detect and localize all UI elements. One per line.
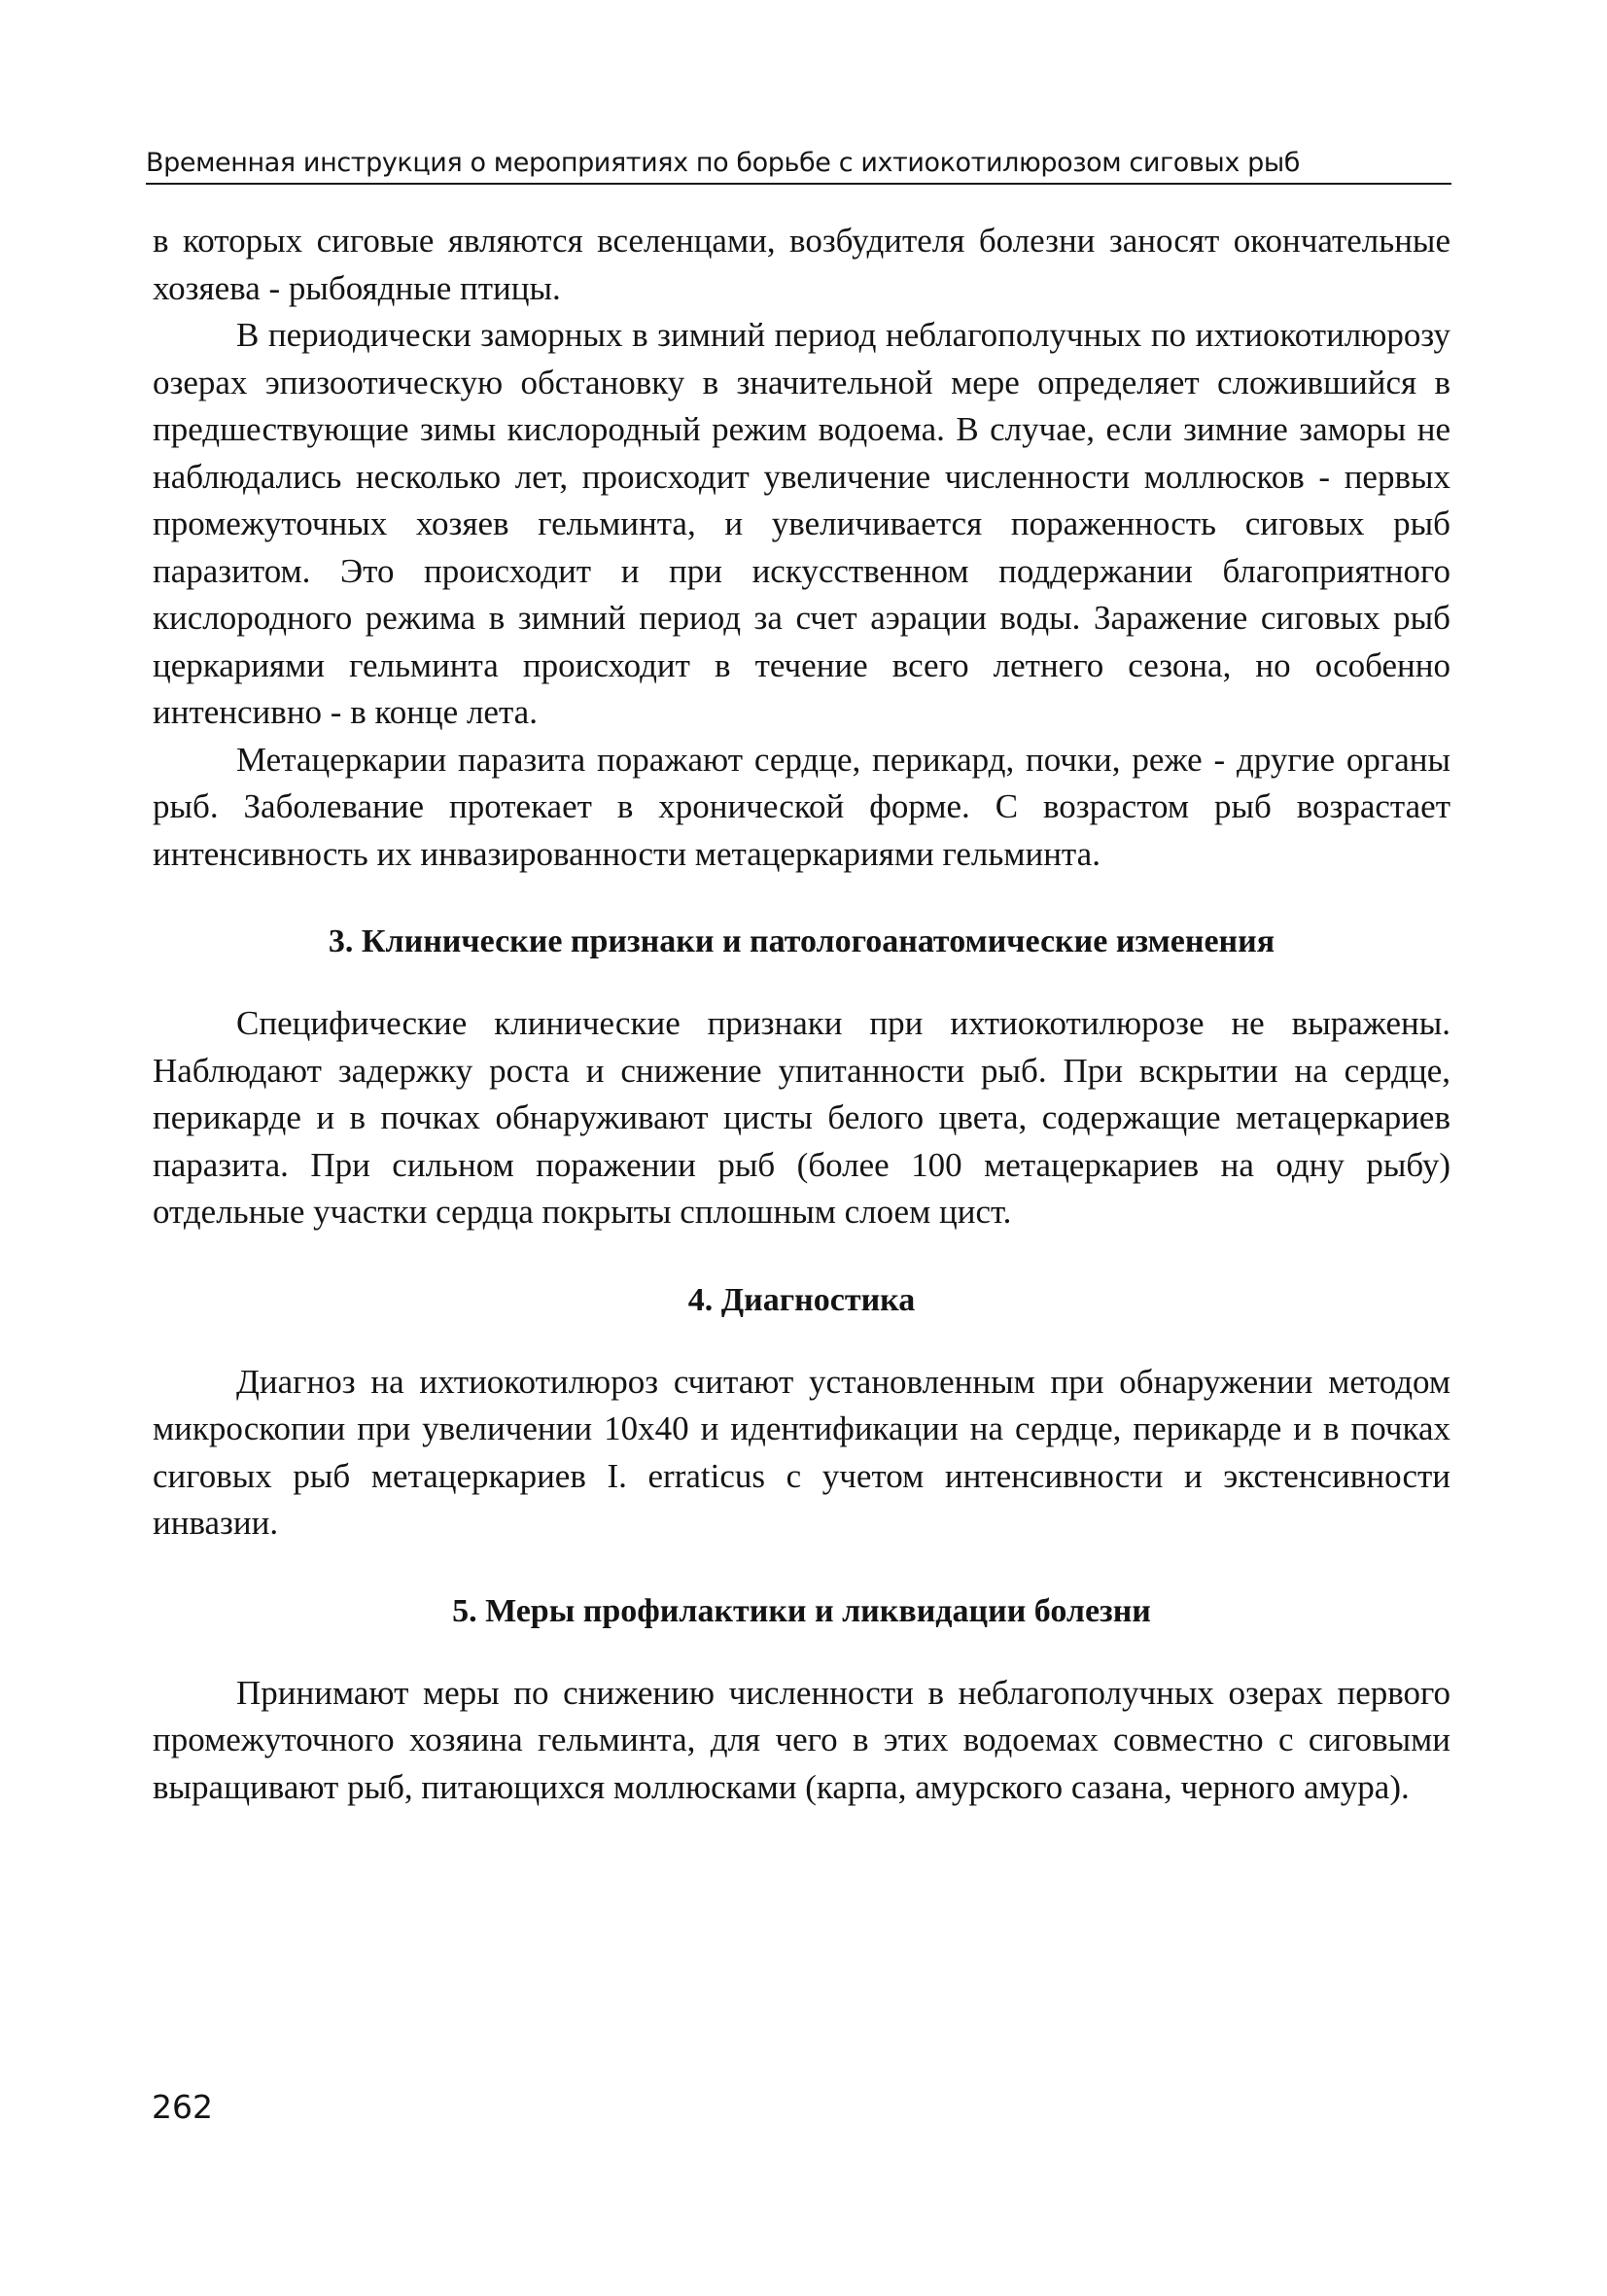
page-number: 262 <box>152 2088 213 2126</box>
paragraph-epizootic-situation: В периодически заморных в зимний период неблагополучных по ихтиокотилюрозу озерах эпизоотическую обстановку в значительной мере определяет сложившийся в предшествующие зимы кислородный режим водоема. В случае, если зимние заморы не наблюдались несколько лет, происходит увеличение численности моллюсков - первых промежуточных хозяев гельминта, и увеличивается пораженность сиговых рыб паразитом. Это происходит и при искусственном поддержании благоприятного кислородного режима в зимний период за счет аэрации воды. Заражение сиговых рыб церкариями гельминта происходит в течение всего летнего сезона, но особенно интенсивно - в конце лета. <box>153 316 1450 731</box>
paragraph-diagnostics: Диагноз на ихтиокотилюроз считают установленным при обнаружении методом микроскопии при увеличении 10х40 и идентификации на сердце, перикарде и в почках сиговых рыб метацеркариев I. erraticus с учетом интенсивности и экстенсивности инвазии. <box>153 1362 1450 1542</box>
section-heading-clinical-signs: 3. Клинические признаки и патологоанатомические изменения <box>328 923 1275 959</box>
section-heading-diagnostics: 4. Диагностика <box>687 1281 916 1318</box>
paragraph-continuation: в которых сиговые являются вселенцами, возбудителя болезни заносят окончательные хозяева - рыбоядные птицы. <box>153 222 1450 307</box>
body-text <box>153 218 1450 1811</box>
paragraph-clinical-signs: Специфические клинические признаки при ихтиокотилюрозе не выражены. Наблюдают задержку роста и снижение упитанности рыб. При вскрытии на сердце, перикарде и в почках обнаруживают цисты белого цвета, содержащие метацеркариев паразита. При сильном поражении рыб (более 100 метацеркариев на одну рыбу) отдельные участки сердца покрыты сплошным слоем цист. <box>153 1004 1450 1231</box>
section-heading-prevention: 5. Меры профилактики и ликвидации болезни <box>452 1592 1151 1629</box>
paragraph-metacercariae: Метацеркарии паразита поражают сердце, перикард, почки, реже - другие органы рыб. Заболевание протекает в хронической форме. С возрастом рыб возрастает интенсивность их инвазированности метацеркариями гельминта. <box>153 740 1450 873</box>
running-header: Временная инструкция о мероприятиях по борьбе с ихтиокотилюрозом сиговых рыб <box>146 146 1451 185</box>
paragraph-prevention: Принимают меры по снижению численности в неблагополучных озерах первого промежуточного хозяина гельминта, для чего в этих водоемах совместно с сиговыми выращивают рыб, питающихся моллюсками (карпа, амурского сазана, черного амура). <box>153 1673 1450 1806</box>
